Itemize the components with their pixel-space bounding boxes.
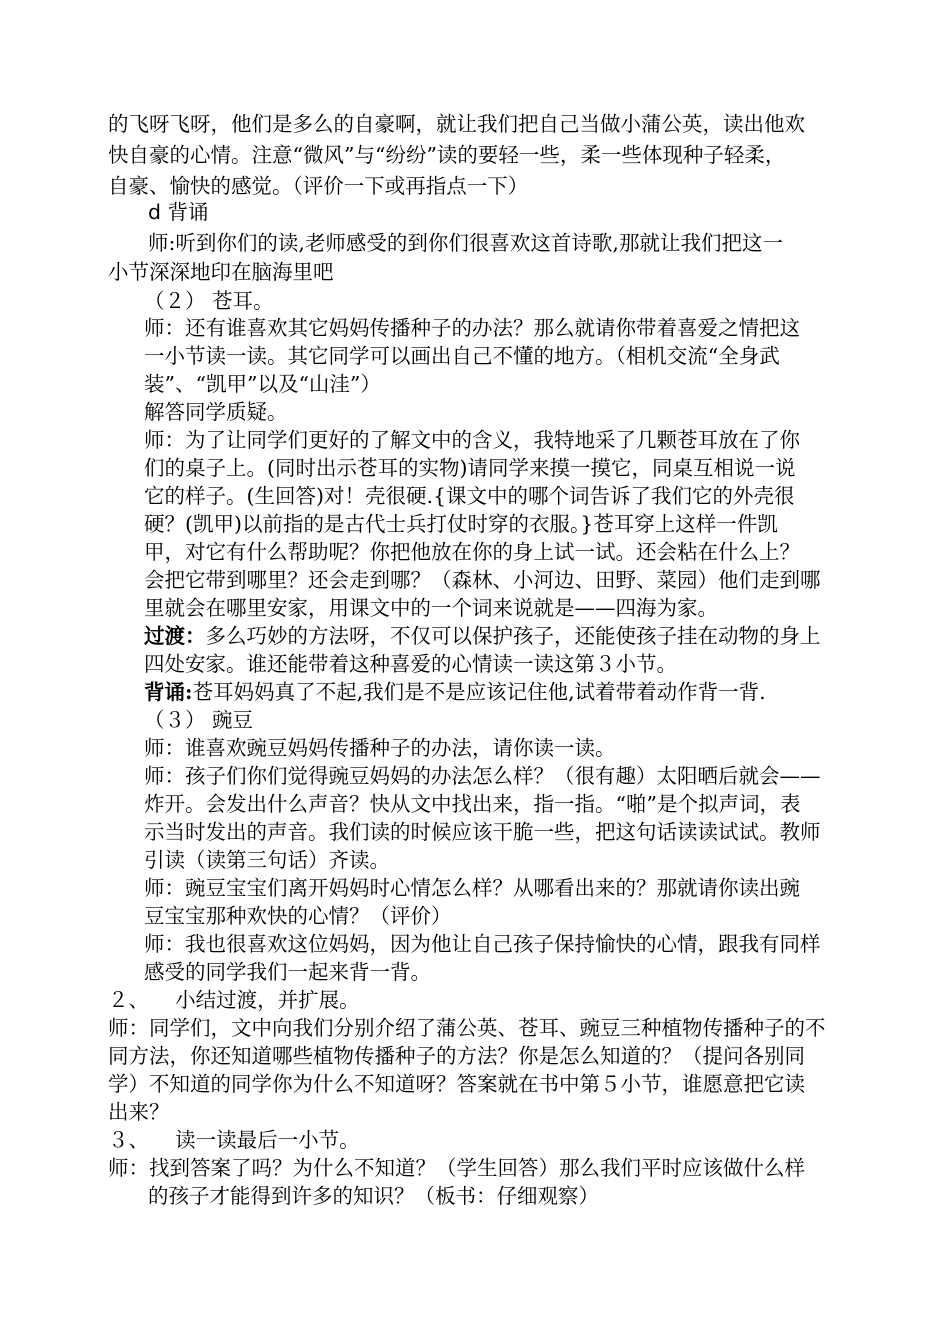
text-line: 解答同学质疑。: [144, 400, 288, 424]
text-line: 里就会在哪里安家，用课文中的一个词来说就是——四海为家。: [144, 596, 718, 620]
text-line: 快自豪的心情。注意“微风”与“纷纷”读的要轻一些，柔一些体现种子轻柔，: [108, 143, 786, 167]
text-line: 师：孩子们你们觉得豌豆妈妈的办法怎么样？（很有趣）太阳晒后就会——: [144, 764, 821, 788]
text-line: 师：我也很喜欢这位妈妈，因为他让自己孩子保持愉快的心情，跟我有同样: [144, 932, 821, 956]
bold-label: 背诵:: [144, 680, 193, 704]
bold-label: 过渡：: [144, 624, 206, 648]
text-line: 的孩子才能得到许多的知识？（板书：仔细观察）: [148, 1184, 599, 1208]
section-heading: （３） 豌豆: [144, 708, 254, 732]
text-line: 同方法，你还知道哪些植物传播种子的方法？你是怎么知道的？（提问各别同: [108, 1044, 805, 1068]
text-line: 小节深深地印在脑海里吧: [108, 260, 334, 284]
text-line: 自豪、愉快的感觉。（评价一下或再指点一下）: [108, 174, 529, 198]
text-line: 出来？: [108, 1100, 170, 1124]
text-line: 师:听到你们的读,老师感受的到你们很喜欢这首诗歌,那就让我们把这一: [148, 231, 783, 255]
line-text: 苍耳妈妈真了不起,我们是不是应该记住他,试着带着动作背一背.: [192, 680, 766, 704]
text-line: [144, 622, 821, 650]
text-line: 引读（读第三句话）齐读。: [144, 848, 390, 872]
text-line: 会把它带到哪里？还会走到哪？（森林、小河边、田野、菜园）他们走到哪: [144, 568, 821, 592]
section-heading: （２） 苍耳。: [144, 289, 274, 313]
section-heading: ３、 读一读最后一小节。: [108, 1128, 360, 1152]
line-text: 多么巧妙的方法呀，不仅可以保护孩子，还能使孩子挂在动物的身上: [205, 624, 821, 648]
text-line: 师：为了让同学们更好的了解文中的含义，我特地采了几颗苍耳放在了你: [144, 428, 800, 452]
text-line: 炸开。会发出什么声音？快从文中找出来，指一指。“啪”是个拟声词，表: [144, 792, 801, 816]
text-line: 四处安家。谁还能带着这种喜爱的心情读一读这第３小节。: [144, 652, 677, 676]
text-line: [144, 678, 766, 706]
text-line: 师：谁喜欢豌豆妈妈传播种子的办法，请你读一读。: [144, 736, 616, 760]
text-line: 它的样子。(生回答)对！壳很硬.{课文中的哪个词告诉了我们它的外壳很: [144, 484, 795, 508]
heading-label: 背诵: [167, 200, 209, 224]
text-line: 学）不知道的同学你为什么不知道呀？答案就在书中第５小节，谁愿意把它读: [108, 1072, 805, 1096]
text-line: 豆宝宝那种欢快的心情？（评价）: [144, 904, 452, 928]
text-line: 示当时发出的声音。我们读的时候应该干脆一些，把这句话读读试试。教师: [144, 820, 821, 844]
text-line: 硬？(凯甲)以前指的是古代士兵打仗时穿的衣服。}苍耳穿上这样一件凯: [144, 512, 778, 536]
text-line: 装”、“凯甲”以及“山洼”）: [144, 372, 381, 396]
text-line: 一小节读一读。其它同学可以画出自己不懂的地方。（相机交流“全身武: [144, 344, 780, 368]
text-line: 们的桌子上。(同时出示苍耳的实物)请同学来摸一摸它，同桌互相说一说: [144, 456, 796, 480]
item-marker: d: [148, 200, 162, 224]
section-heading: [148, 198, 209, 226]
text-line: 甲，对它有什么帮助呢？你把他放在你的身上试一试。还会粘在什么上？: [144, 540, 800, 564]
text-line: 感受的同学我们一起来背一背。: [144, 960, 431, 984]
text-line: 师：豌豆宝宝们离开妈妈时心情怎么样？从哪看出来的？那就请你读出豌: [144, 876, 800, 900]
text-line: 师：找到答案了吗？为什么不知道？（学生回答）那么我们平时应该做什么样: [108, 1156, 805, 1180]
section-heading: ２、 小结过渡，并扩展。: [108, 988, 360, 1012]
text-line: 师：还有谁喜欢其它妈妈传播种子的办法？那么就请你带着喜爱之情把这: [144, 316, 800, 340]
text-line: 的飞呀飞呀，他们是多么的自豪啊，就让我们把自己当做小蒲公英，读出他欢: [108, 112, 805, 136]
text-line: 师：同学们，文中向我们分别介绍了蒲公英、苍耳、豌豆三种植物传播种子的不: [108, 1016, 826, 1040]
